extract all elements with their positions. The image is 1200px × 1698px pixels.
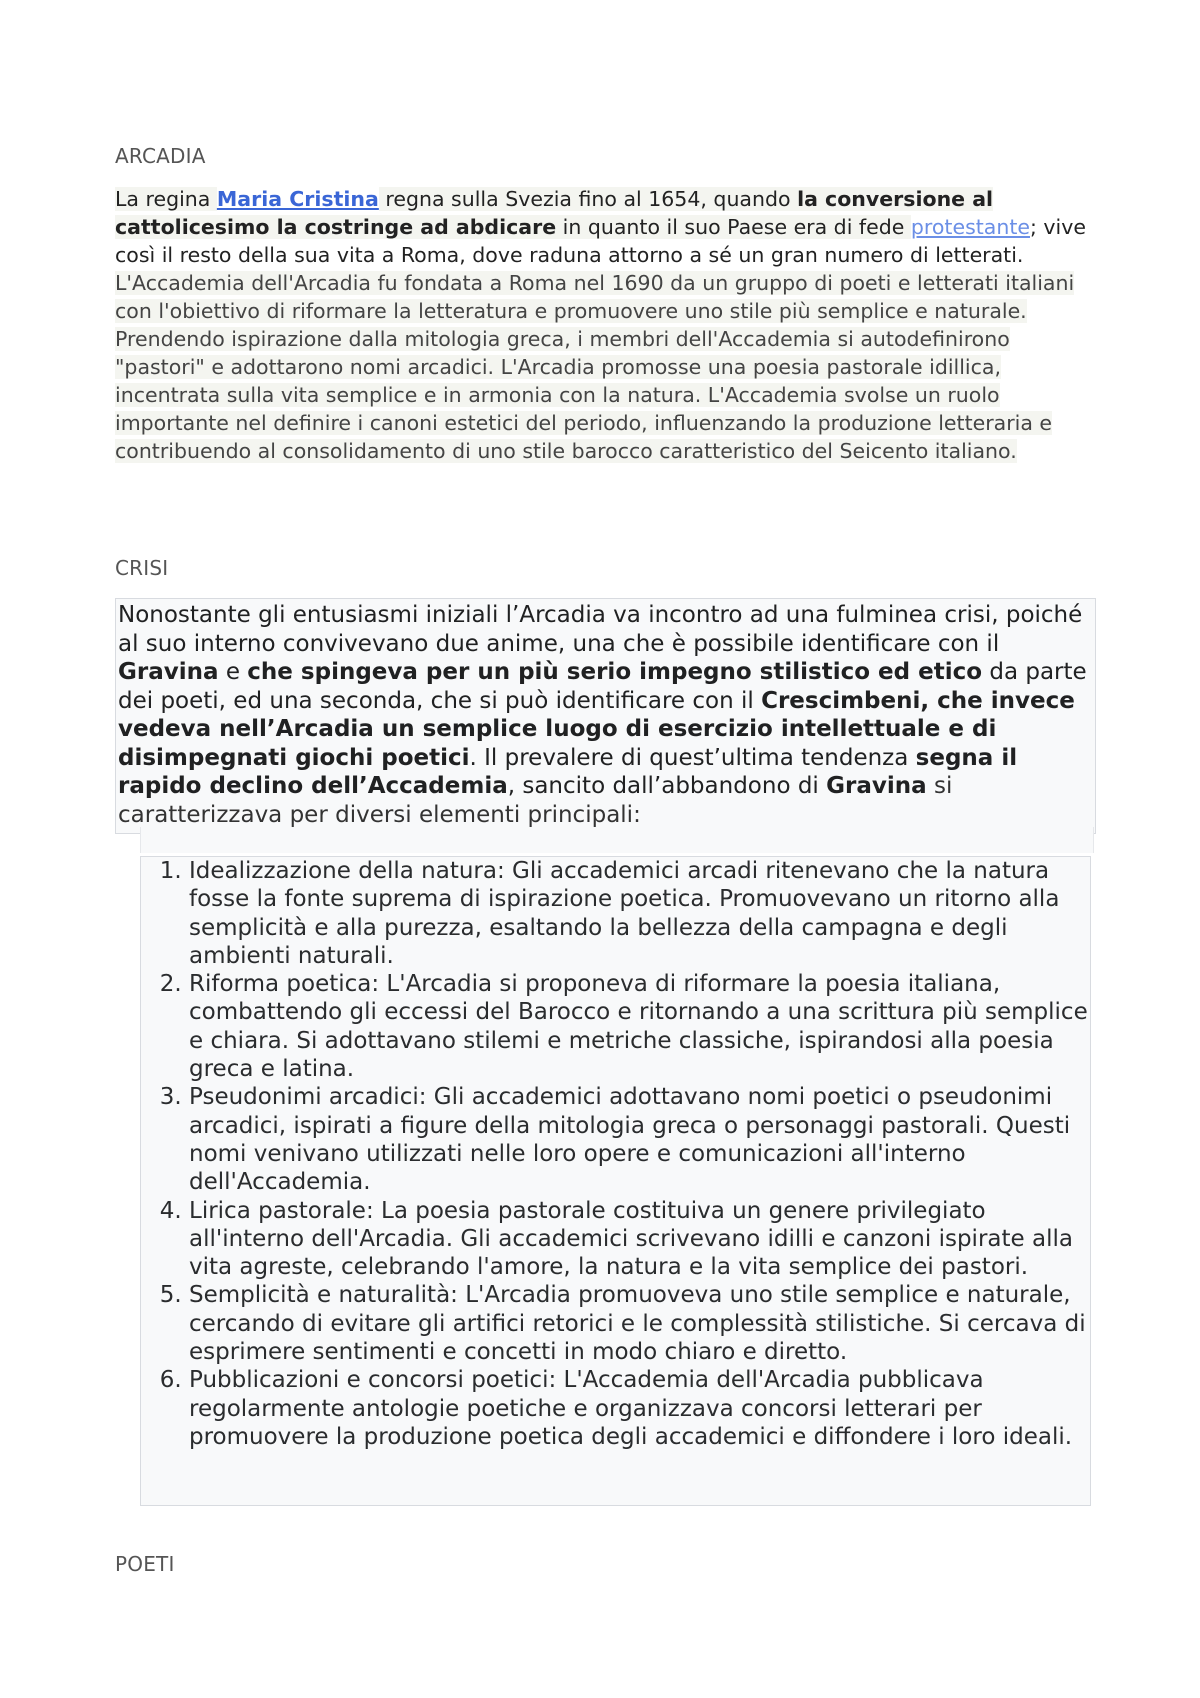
link-maria-cristina[interactable]: Maria Cristina — [216, 187, 379, 211]
list-item: 1. Idealizzazione della natura: Gli accademici arcadi ritenevano che la natura fosse la fonte suprema di ispirazione poetica. Promuovevano un ritorno alla semplicità e alla purezza, esaltando la bellezza della campagna e degli ambienti naturali. — [189, 857, 1090, 970]
intro-text: regna sulla Svezia fino al 1654, quando — [378, 187, 798, 211]
crisi-text: da parte dei poeti, ed una seconda, che si può identificare con il — [118, 659, 1087, 714]
crisi-paragraph — [115, 598, 1096, 834]
crisi-bold: Gravina — [826, 773, 927, 799]
elements-list — [141, 857, 1090, 1451]
crisi-text: Nonostante gli entusiasmi iniziali l’Arcadia va incontro ad una fulminea crisi, poiché al suo interno convivevano due anime, una che è possibile identificare con il — [118, 602, 1083, 657]
intro-accademia-text: L'Accademia dell'Arcadia fu fondata a Roma nel 1690 da un gruppo di poeti e letterati italiani con l'obiettivo di riformare la letteratura e promuovere uno stile più semplice e naturale. Prendendo ispirazione dalla mitologia greca, i membri dell'Accademia si autodefinirono "pastori" e adottarono nomi arcadici. L'Arcadia promosse una poesia pastorale idillica, incentrata sulla vita semplice e in armonia con la natura. L'Accademia svolse un ruolo importante nel definire i canoni estetici del periodo, influenzando la produzione letteraria e contribuendo al consolidamento di uno stile barocco caratteristico del Seicento italiano. — [115, 271, 1075, 463]
crisi-text: . Il prevalere di quest’ultima tendenza — [469, 744, 916, 771]
heading-poeti: POETI — [115, 1552, 175, 1576]
crisi-bold: Gravina — [118, 659, 219, 685]
crisi-text: si caratterizzava per diversi elementi principali: — [118, 773, 953, 828]
spacer-strip — [140, 827, 1094, 853]
crisi-bold: segna il rapido declino dell’Accademia — [118, 744, 1018, 799]
list-item: 6. Pubblicazioni e concorsi poetici: L'Accademia dell'Arcadia pubblicava regolarmente antologie poetiche e organizzava concorsi letterari per promuovere la produzione poetica degli accademici e diffondere i loro ideali. — [189, 1366, 1090, 1451]
crisi-bold: che spingeva per un più serio impegno stilistico ed etico — [247, 659, 983, 685]
list-item: 3. Pseudonimi arcadici: Gli accademici adottavano nomi poetici o pseudonimi arcadici, ispirati a figure della mitologia greca o personaggi pastorali. Questi nomi venivano utilizzati nelle loro opere e comunicazioni all'interno dell'Accademia. — [189, 1083, 1090, 1196]
crisi-bold: Crescimbeni — [761, 687, 921, 714]
heading-crisi: CRISI — [115, 556, 169, 580]
crisi-text: , sancito dall’abbandono di — [507, 773, 827, 799]
intro-bold: la conversione al cattolicesimo la costringe ad abdicare — [115, 187, 994, 239]
list-item: 2. Riforma poetica: L'Arcadia si proponeva di riformare la poesia italiana, combattendo gli eccessi del Barocco e ritornando a una scrittura più semplice e chiara. Si adottavano stilemi e metriche classiche, ispirandosi alla poesia greca e latina. — [189, 970, 1090, 1083]
heading-arcadia: ARCADIA — [115, 144, 206, 168]
intro-text: in quanto il suo Paese era di fede — [556, 215, 911, 239]
elements-list-box — [140, 856, 1091, 1506]
list-item: 4. Lirica pastorale: La poesia pastorale costituiva un genere privilegiato all'interno dell'Arcadia. Gli accademici scrivevano idilli e canzoni ispirate alla vita agreste, celebrando l'amore, la natura e la vita semplice dei pastori. — [189, 1197, 1090, 1282]
intro-text: La regina — [115, 187, 217, 211]
intro-text: ; vive così il resto della sua vita a Roma, dove raduna attorno a sé un gran numero di letterati. — [115, 215, 1086, 267]
intro-paragraph — [115, 185, 1095, 465]
crisi-bold: , che invece vedeva nell’Arcadia un semplice luogo di esercizio intellettuale e di disimpegnati giochi poetici — [118, 687, 1075, 771]
crisi-text: e — [218, 659, 248, 685]
link-protestante[interactable]: protestante — [910, 215, 1030, 239]
list-item: 5. Semplicità e naturalità: L'Arcadia promuoveva uno stile semplice e naturale, cercando di evitare gli artifici retorici e le complessità stilistiche. Si cercava di esprimere sentimenti e concetti in modo chiaro e diretto. — [189, 1281, 1090, 1366]
